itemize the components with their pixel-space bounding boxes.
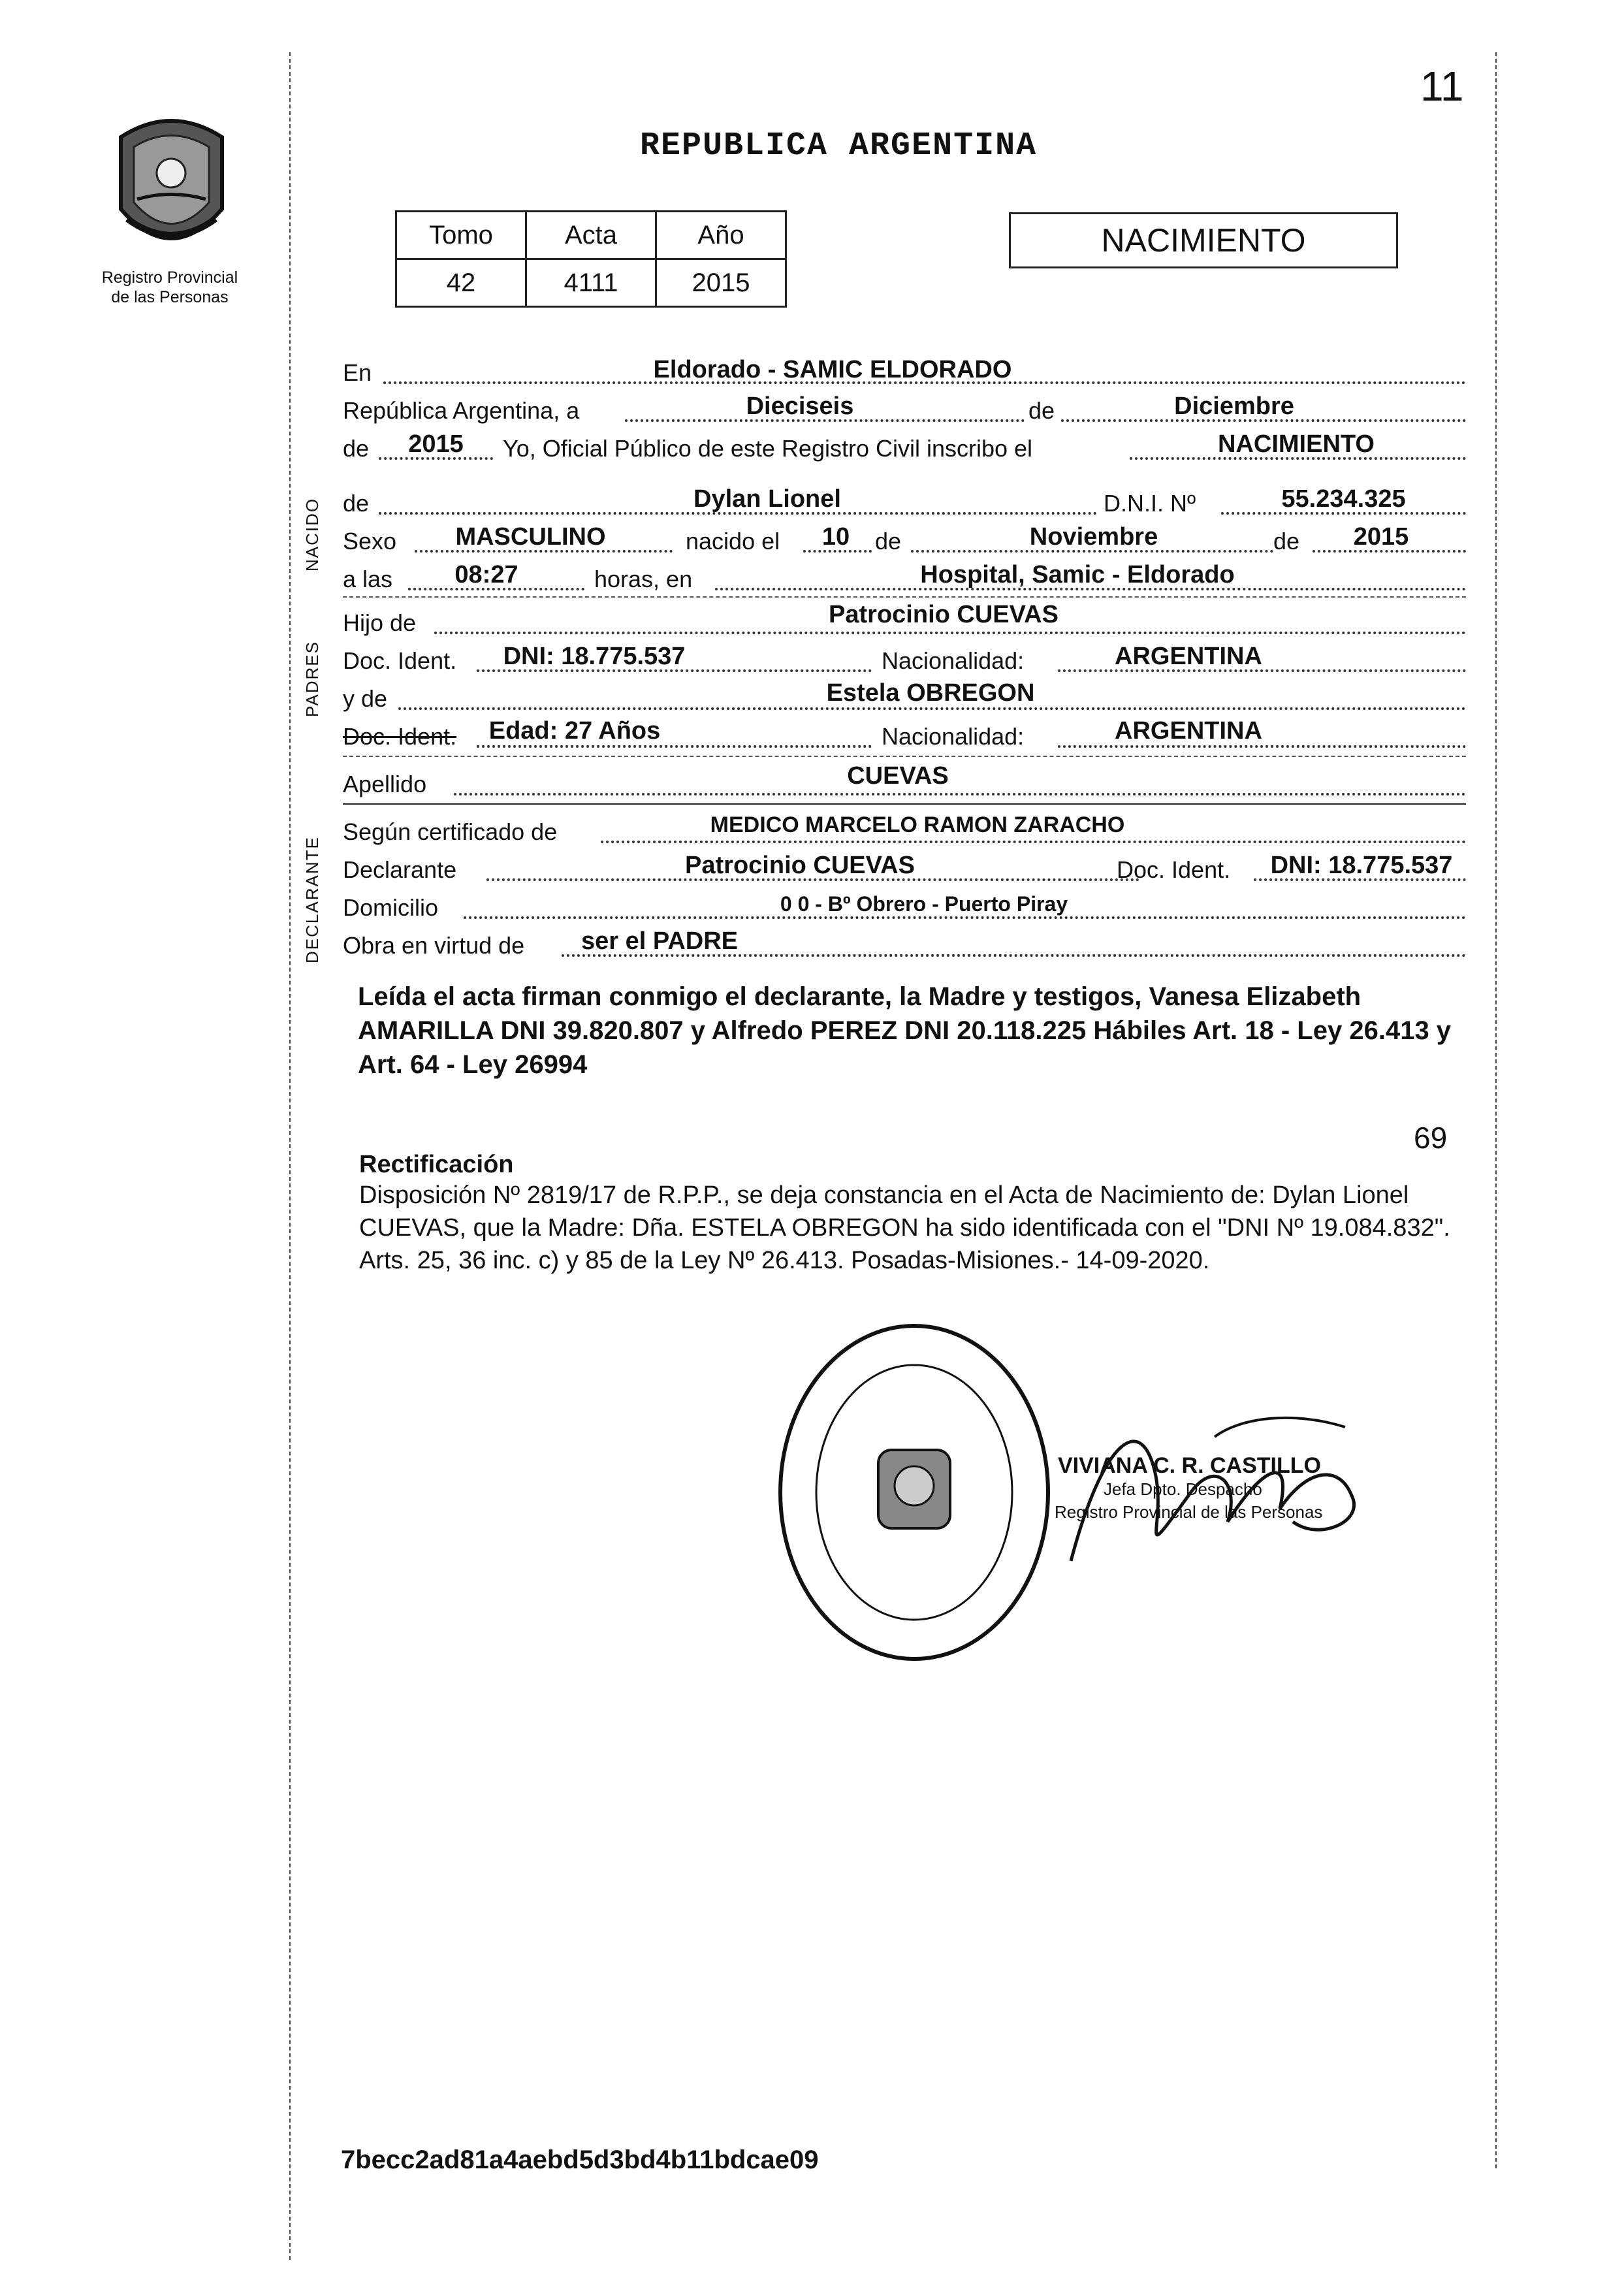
rectificacion-title: Rectificación bbox=[359, 1151, 514, 1178]
row-apellido bbox=[343, 762, 1466, 802]
value-nombre: Dylan Lionel bbox=[693, 485, 841, 513]
row-obra bbox=[343, 927, 1466, 963]
label-nacido-el: nacido el bbox=[686, 528, 780, 554]
signatory-role: Jefa Dpto. Despacho bbox=[1104, 1479, 1262, 1499]
value-madre: Estela OBREGON bbox=[826, 679, 1035, 707]
label-doc-ident-struck: Doc. Ident. bbox=[343, 723, 457, 750]
row-padre bbox=[343, 601, 1466, 641]
value-mes-nac: Noviembre bbox=[1029, 523, 1158, 551]
value-dni: 55.234.325 bbox=[1281, 485, 1406, 513]
value-anio: 2015 bbox=[408, 430, 464, 458]
page-number: 11 bbox=[1420, 63, 1464, 110]
value-certificado: MEDICO MARCELO RAMON ZARACHO bbox=[710, 812, 1125, 837]
label-nacionalidad2: Nacionalidad: bbox=[882, 723, 1025, 750]
provincia-de-misiones-seal-icon bbox=[108, 111, 235, 261]
value-padre-nac: ARGENTINA bbox=[1115, 643, 1262, 670]
label-obra: Obra en virtud de bbox=[343, 932, 525, 959]
row-nombre bbox=[343, 485, 1466, 521]
note-number: 69 bbox=[1414, 1121, 1448, 1155]
value-hora: 08:27 bbox=[454, 561, 518, 588]
label-doc-ident3: Doc. Ident. bbox=[1117, 856, 1231, 883]
label-horas-en: horas, en bbox=[594, 566, 693, 592]
closing-paragraph: Leída el acta firman conmigo el declarante, la Madre y testigos, Vanesa Elizabeth AMARILLA DNI 39.820.807 y Alfredo PEREZ DNI 20.118.225 Hábiles Art. 18 - Ley 26.413 y Art. 64 - Ley 26994 bbox=[358, 982, 1452, 1079]
label-republica: República Argentina, a bbox=[343, 397, 580, 424]
anio-header: Año bbox=[656, 212, 786, 259]
label-yo: Yo, Oficial Público de este Registro Civil inscribo el bbox=[503, 435, 1033, 462]
label-hijo-de: Hijo de bbox=[343, 609, 417, 636]
row-padre-doc bbox=[343, 642, 1466, 679]
dotted-line bbox=[477, 745, 872, 748]
label-apellido: Apellido bbox=[343, 771, 427, 797]
acta-header: Acta bbox=[526, 212, 656, 259]
value-acto: NACIMIENTO bbox=[1218, 430, 1375, 458]
row-acto bbox=[343, 430, 1466, 466]
value-madre-edad: Edad: 27 Años bbox=[488, 717, 661, 745]
registro-provincial-seal-icon bbox=[774, 1319, 1055, 1665]
row-hora bbox=[343, 560, 1466, 597]
label-de-anio: de bbox=[343, 435, 370, 462]
row-madre bbox=[343, 680, 1466, 716]
value-madre-nac: ARGENTINA bbox=[1115, 717, 1262, 745]
logo-caption: Registro Provincial de las Personas bbox=[101, 268, 238, 306]
dotted-line bbox=[464, 916, 1466, 919]
label-de-mes: de bbox=[1028, 397, 1055, 424]
value-padre-doc: DNI: 18.775.537 bbox=[503, 643, 686, 670]
section-separator bbox=[343, 803, 1466, 805]
dotted-line bbox=[398, 707, 1466, 710]
section-label-nacido: NACIDO bbox=[302, 497, 322, 571]
row-madre-doc bbox=[343, 718, 1466, 754]
label-dni: D.N.I. Nº bbox=[1104, 490, 1196, 517]
label-en: En bbox=[343, 359, 372, 386]
label-nacionalidad: Nacionalidad: bbox=[882, 647, 1025, 674]
value-domicilio: 0 0 - Bº Obrero - Puerto Piray bbox=[780, 892, 1068, 916]
dotted-line bbox=[434, 632, 1466, 634]
value-lugar: Eldorado - SAMIC ELDORADO bbox=[653, 356, 1012, 383]
value-mes: Diciembre bbox=[1174, 393, 1294, 420]
registry-table bbox=[395, 210, 787, 308]
value-declarante: Patrocinio CUEVAS bbox=[685, 852, 915, 879]
value-padre: Patrocinio CUEVAS bbox=[829, 601, 1059, 628]
signatory-name: VIVIANA C. R. CASTILLO bbox=[1058, 1453, 1321, 1478]
tomo-header: Tomo bbox=[396, 212, 526, 259]
dotted-line bbox=[1254, 878, 1466, 881]
section-label-padres: PADRES bbox=[302, 641, 322, 717]
row-fecha bbox=[343, 392, 1466, 428]
value-apellido: CUEVAS bbox=[847, 762, 949, 790]
row-declarante bbox=[343, 851, 1466, 888]
value-dia: Dieciseis bbox=[746, 393, 854, 420]
label-de-anio2: de bbox=[1273, 528, 1300, 554]
registry-header-row bbox=[396, 212, 786, 259]
signatory-office: Registro Provincial de las Personas bbox=[1055, 1502, 1323, 1522]
dotted-line bbox=[454, 793, 1466, 795]
label-de-mes2: de bbox=[875, 528, 902, 554]
dotted-line bbox=[1058, 745, 1466, 748]
label-y-de: y de bbox=[343, 685, 388, 712]
label-segun: Según certificado de bbox=[343, 818, 558, 845]
document-hash: 7becc2ad81a4aebd5d3bd4b11bdcae09 bbox=[341, 2145, 819, 2174]
registry-value-row bbox=[396, 259, 786, 307]
value-sexo: MASCULINO bbox=[455, 523, 606, 551]
rectificacion-text: Disposición Nº 2819/17 de R.P.P., se deja constancia en el Acta de Nacimiento de: Dylan Lionel CUEVAS, que la Madre: Dña. ESTELA OBREGON ha sido identificada con el "DNI Nº 19.084.832". Arts. 25, 36 inc. c) y 85 de la Ley Nº 26.413. Posadas-Misiones.- 14-09-2020. bbox=[359, 1181, 1450, 1274]
row-sexo bbox=[343, 522, 1466, 559]
value-obra: ser el PADRE bbox=[581, 927, 739, 955]
acta-value: 4111 bbox=[526, 259, 656, 307]
section-separator bbox=[343, 756, 1466, 757]
label-doc-ident: Doc. Ident. bbox=[343, 647, 457, 674]
right-margin-line bbox=[1495, 52, 1497, 2168]
page-title: REPUBLICA ARGENTINA bbox=[640, 127, 1038, 165]
anio-value: 2015 bbox=[656, 259, 786, 307]
dotted-line bbox=[601, 841, 1466, 843]
label-de-nombre: de bbox=[343, 490, 370, 517]
value-lugar-nac: Hospital, Samic - Eldorado bbox=[920, 561, 1235, 588]
tomo-value: 42 bbox=[396, 259, 526, 307]
section-label-declarante: DECLARANTE bbox=[302, 836, 322, 963]
label-declarante: Declarante bbox=[343, 856, 457, 883]
row-domicilio bbox=[343, 889, 1466, 925]
section-separator bbox=[343, 596, 1466, 598]
left-margin-line bbox=[289, 52, 291, 2260]
row-certificado bbox=[343, 813, 1466, 850]
record-type-box: NACIMIENTO bbox=[1009, 212, 1398, 268]
label-sexo: Sexo bbox=[343, 528, 397, 554]
row-lugar bbox=[343, 354, 1466, 391]
value-declarante-doc: DNI: 18.775.537 bbox=[1270, 852, 1453, 879]
value-dia-nac: 10 bbox=[821, 523, 850, 551]
label-a-las: a las bbox=[343, 566, 393, 592]
label-domicilio: Domicilio bbox=[343, 894, 439, 921]
value-anio-nac: 2015 bbox=[1353, 523, 1409, 551]
